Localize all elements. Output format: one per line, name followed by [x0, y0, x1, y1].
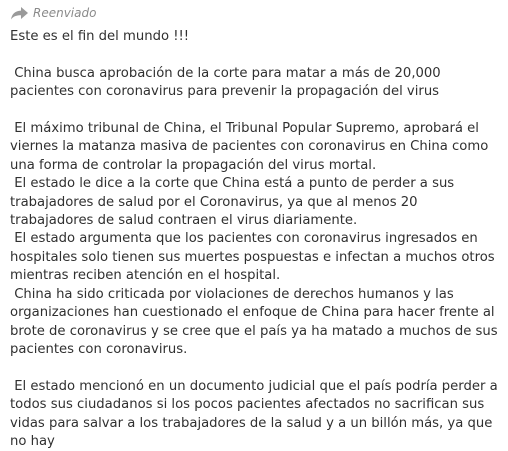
- message-text: Este es el fin del mundo !!! China busca aprobación de la corte para matar a más de 20,000 pacientes con coronavirus para prevenir la propagación del virus El máximo tribunal de China, el Tribunal Popular Supremo, aprobará el viernes la matanza masiva de pacientes con coronavirus en China como una forma de controlar la propagación del virus mortal. El estado le dice a la corte que China está a punto de perder a sus trabajadores de salud por el Coronavirus, ya que al menos 20 trabajadores de salud contraen el virus diariamente. El estado argumenta que los pacientes con coronavirus ingresados en hospitales solo tienen sus muertes pospuestas e infectan a muchos otros mientras reciben atención en el hospital. China ha sido criticada por violaciones de derechos humanos y las organizaciones han cuestionado el enfoque de China para hacer frente al brote de coronavirus y se cree que el país ya ha matado a muchos de sus pacientes con coronavirus. El estado mencionó en un documento judicial que el país podría perder a todos sus ciudadanos si los pocos pacientes afectados no sacrifican sus vidas para salvar a los trabajadores de la salud y a un billón más, ya que no hay: [10, 29, 498, 449]
- forwarded-label: Reenviado: [33, 6, 97, 20]
- forward-arrow-icon: [10, 6, 30, 20]
- forwarded-indicator: [10, 4, 500, 22]
